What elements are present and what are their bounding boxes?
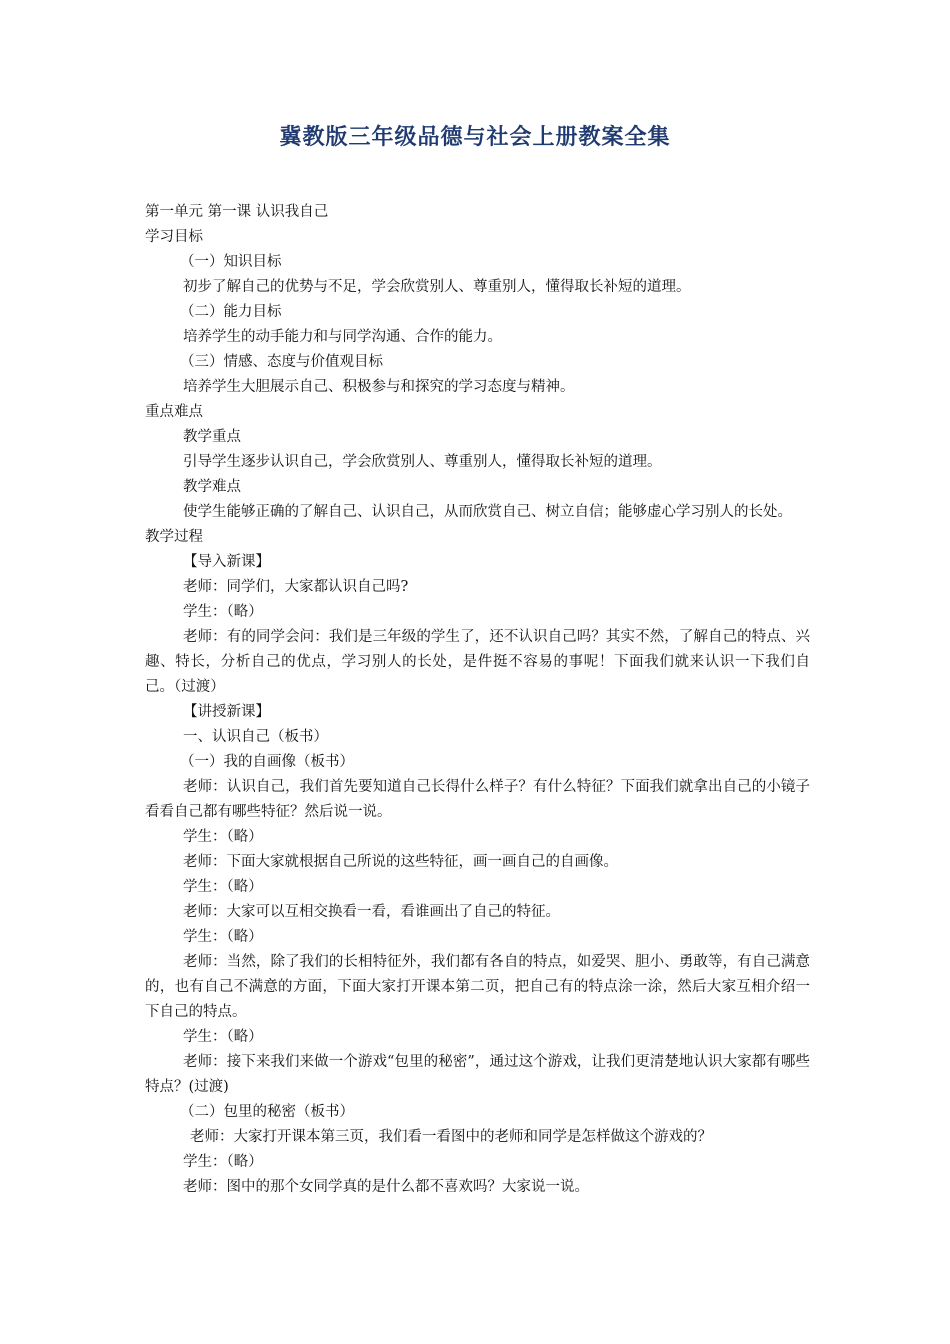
paragraph: 学生：（略） [183, 1029, 263, 1045]
paragraph: 教学难点 [183, 479, 241, 495]
paragraph: 老师：认识自己，我们首先要知道自己长得什么样子？有什么特征？下面我们就拿出自己的小镜子看看自己都有哪些特征？然后说一说。 [145, 779, 810, 820]
paragraph: 老师：大家可以互相交换看一看，看谁画出了自己的特征。 [183, 904, 560, 920]
paragraph: （二）能力目标 [180, 304, 282, 320]
paragraph: 初步了解自己的优势与不足，学会欣赏别人、尊重别人，懂得取长补短的道理。 [183, 279, 691, 295]
paragraph: （三）情感、态度与价值观目标 [180, 354, 383, 370]
paragraph: 一、认识自己（板书） [183, 729, 328, 745]
paragraph: 重点难点 [145, 404, 203, 420]
paragraph: 老师：当然，除了我们的长相特征外，我们都有各自的特点，如爱哭、胆小、勇敢等，有自己满意的，也有自己不满意的方面，下面大家打开课本第二页，把自己有的特点涂一涂，然后大家互相介绍一下自己的特点。 [145, 954, 810, 1020]
paragraph: 【讲授新课】 [183, 704, 270, 720]
document-title: 冀教版三年级品德与社会上册教案全集 [279, 125, 671, 150]
paragraph: 老师：图中的那个女同学真的是什么都不喜欢吗？大家说一说。 [183, 1179, 589, 1195]
paragraph: 学生：（略） [183, 604, 263, 620]
paragraph: 第一单元 第一课 认识我自己 [145, 204, 329, 220]
paragraph: 【导入新课】 [183, 554, 270, 570]
paragraph: 老师：大家打开课本第三页，我们看一看图中的老师和同学是怎样做这个游戏的？ [190, 1129, 712, 1145]
paragraph: 老师：下面大家就根据自己所说的这些特征，画一画自己的自画像。 [183, 854, 618, 870]
paragraph: （一）知识目标 [180, 254, 282, 270]
paragraph: 学生：（略） [183, 929, 263, 945]
paragraph: 学习目标 [145, 229, 203, 245]
paragraph: 培养学生大胆展示自己、积极参与和探究的学习态度与精神。 [183, 379, 575, 395]
paragraph: 学生：（略） [183, 829, 263, 845]
paragraph: 培养学生的动手能力和与同学沟通、合作的能力。 [183, 329, 502, 345]
paragraph: 老师：有的同学会问：我们是三年级的学生了，还不认识自己吗？其实不然，了解自己的特点、兴趣、特长，分析自己的优点，学习别人的长处，是件挺不容易的事呢！下面我们就来认识一下我们自己。（过渡） [145, 629, 810, 695]
paragraph: 老师：同学们，大家都认识自己吗? [183, 579, 409, 595]
document-body [145, 200, 810, 1200]
paragraph: （二）包里的秘密（板书） [180, 1104, 354, 1120]
paragraph: 教学过程 [145, 529, 203, 545]
paragraph: 引导学生逐步认识自己，学会欣赏别人、尊重别人，懂得取长补短的道理。 [183, 454, 662, 470]
paragraph: 学生：（略） [183, 1154, 263, 1170]
paragraph: 使学生能够正确的了解自己、认识自己，从而欣赏自己、树立自信；能够虚心学习别人的长处。 [183, 504, 792, 520]
paragraph: 学生：（略） [183, 879, 263, 895]
paragraph: （一）我的自画像（板书） [180, 754, 354, 770]
paragraph: 老师：接下来我们来做一个游戏“包里的秘密”，通过这个游戏，让我们更清楚地认识大家都有哪些特点？(过渡) [145, 1054, 810, 1095]
paragraph: 教学重点 [183, 429, 241, 445]
